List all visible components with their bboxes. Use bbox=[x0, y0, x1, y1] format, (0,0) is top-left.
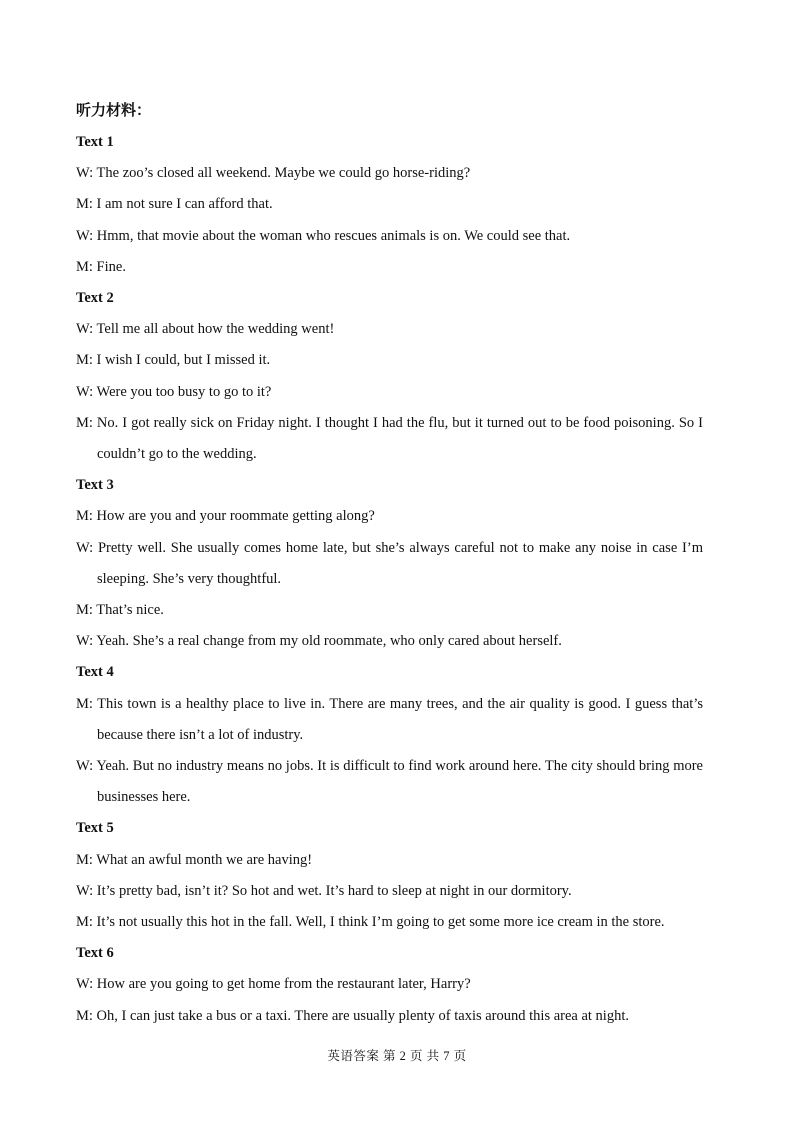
dialogue-line: W: Tell me all about how the wedding went! bbox=[76, 321, 335, 338]
document-body bbox=[76, 96, 703, 1032]
section-title: Text 2 bbox=[76, 290, 114, 306]
dialogue-line: M: What an awful month we are having! bbox=[76, 851, 313, 868]
dialogue-line: M: How are you and your roommate getting along? bbox=[76, 508, 375, 525]
section-text-5 bbox=[76, 813, 703, 938]
dialogue-line: W: Pretty well. She usually comes home late, but she’s always careful not to make any noise in case I’m sleeping. She’s very thoughtful. bbox=[76, 539, 703, 587]
section-text-2 bbox=[76, 283, 703, 470]
dialogue-line: W: The zoo’s closed all weekend. Maybe we could go horse-riding? bbox=[76, 165, 471, 182]
dialogue-line: W: How are you going to get home from the restaurant later, Harry? bbox=[76, 976, 471, 993]
section-title: Text 1 bbox=[76, 134, 114, 150]
dialogue-line: W: It’s pretty bad, isn’t it? So hot and wet. It’s hard to sleep at night in our dormitory. bbox=[76, 882, 572, 899]
dialogue-line: M: Oh, I can just take a bus or a taxi. There are usually plenty of taxis around this area at night. bbox=[76, 1007, 629, 1024]
dialogue-line: W: Were you too busy to go to it? bbox=[76, 383, 272, 400]
dialogue-line: W: Hmm, that movie about the woman who rescues animals is on. We could see that. bbox=[76, 227, 571, 244]
page-heading: 听力材料： bbox=[76, 103, 152, 119]
dialogue-line: M: No. I got really sick on Friday night. I thought I had the flu, but it turned out to be food poisoning. So I couldn’t go to the wedding. bbox=[76, 414, 703, 462]
dialogue-line: W: Yeah. But no industry means no jobs. It is difficult to find work around here. The city should bring more businesses here. bbox=[76, 758, 703, 806]
dialogue-line: M: It’s not usually this hot in the fall. Well, I think I’m going to get some more ice cream in the store. bbox=[76, 914, 665, 930]
section-title: Text 6 bbox=[76, 945, 114, 962]
section-text-1 bbox=[76, 127, 703, 283]
section-title: Text 3 bbox=[76, 477, 114, 494]
dialogue-line: M: I am not sure I can afford that. bbox=[76, 196, 273, 213]
dialogue-line: M: This town is a healthy place to live in. There are many trees, and the air quality is good. I guess that’s because there isn’t a lot of industry. bbox=[76, 695, 703, 743]
dialogue-line: M: Fine. bbox=[76, 258, 126, 275]
dialogue-line: M: I wish I could, but I missed it. bbox=[76, 352, 271, 369]
page-footer: 英语答案 第 2 页 共 7 页 bbox=[327, 1049, 467, 1063]
section-text-3 bbox=[76, 470, 703, 657]
section-title: Text 4 bbox=[76, 664, 114, 681]
section-text-4 bbox=[76, 657, 703, 813]
dialogue-line: W: Yeah. She’s a real change from my old roommate, who only cared about herself. bbox=[76, 633, 562, 650]
section-title: Text 5 bbox=[76, 820, 114, 837]
dialogue-line: M: That’s nice. bbox=[76, 602, 164, 618]
section-text-6 bbox=[76, 938, 703, 1032]
